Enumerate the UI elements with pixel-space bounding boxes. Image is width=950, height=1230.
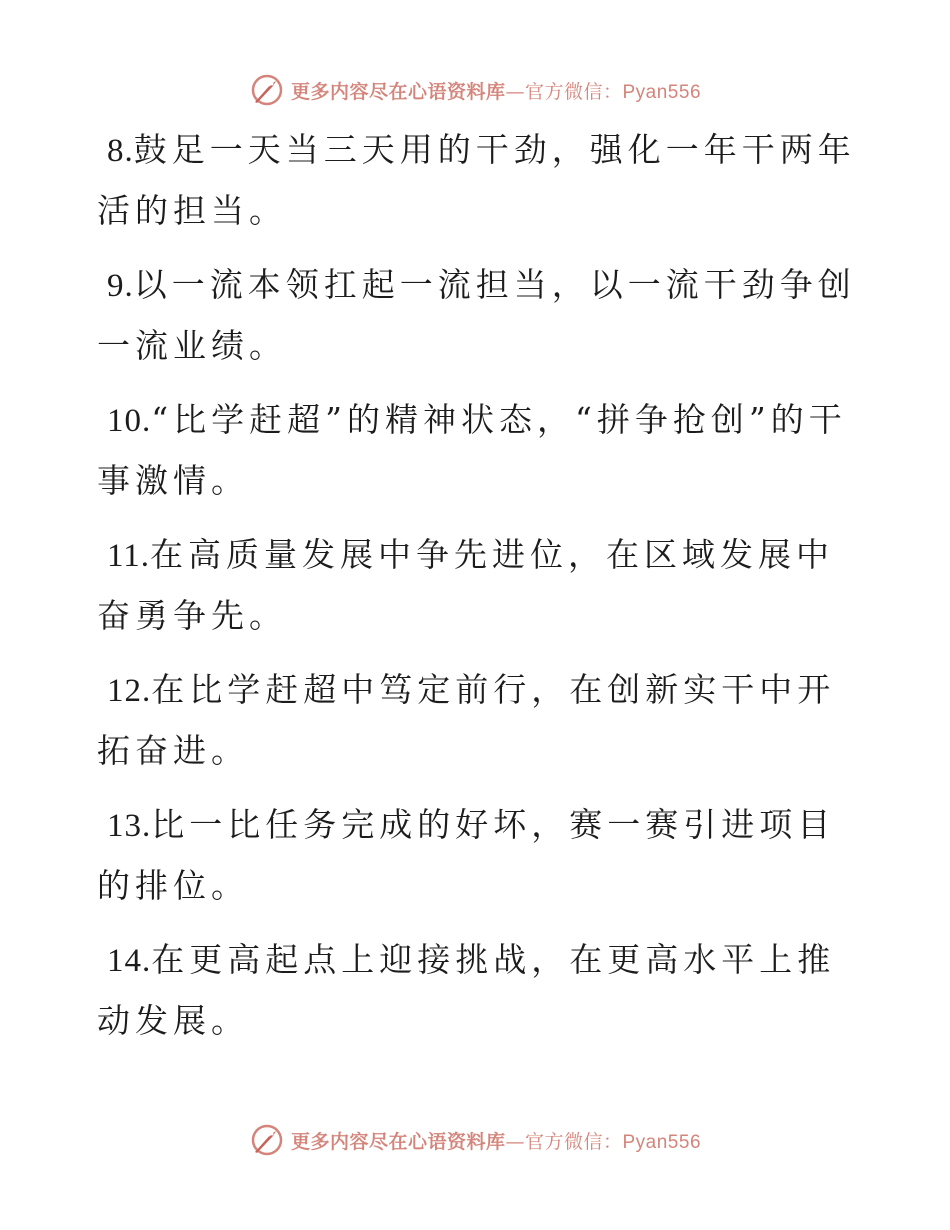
item-text: 以一流本领扛起一流担当，以一流干劲争创一流业绩。 (97, 265, 856, 365)
item-number: 13. (107, 808, 152, 844)
item-text: 比一比任务完成的好坏，赛一赛引进项目的排位。 (97, 805, 836, 905)
list-item (97, 390, 857, 510)
header-wechat-label: 官方微信： (524, 80, 623, 103)
item-text: 在比学赶超中笃定前行，在创新实干中开拓奋进。 (97, 670, 836, 770)
list-item (97, 525, 857, 645)
footer-brand-text: 更多内容尽在心语资料库 (290, 1130, 506, 1153)
item-number: 8. (107, 133, 134, 169)
pen-logo-icon (249, 1122, 285, 1158)
footer-banner-text (291, 1127, 701, 1154)
item-number: 9. (107, 268, 134, 304)
list-item (97, 930, 857, 1050)
list-item (97, 660, 857, 780)
document-body (97, 120, 857, 1065)
list-item (97, 795, 857, 915)
header-banner-text (291, 77, 701, 104)
item-text: 鼓足一天当三天用的干劲，强化一年干两年活的担当。 (97, 130, 856, 230)
header-wechat-handle: Pyan556 (622, 81, 702, 103)
item-number: 14. (107, 943, 152, 979)
item-number: 11. (107, 538, 151, 574)
item-number: 10. (107, 403, 152, 439)
header-brand-text: 更多内容尽在心语资料库 (290, 80, 506, 103)
header-banner (0, 70, 950, 110)
item-text: 在高质量发展中争先进位，在区域发展中奋勇争先。 (97, 535, 835, 635)
footer-dash: — (505, 1130, 525, 1153)
item-text: “比学赶超”的精神状态，“拼争抢创”的干事激情。 (97, 400, 847, 500)
footer-wechat-label: 官方微信： (524, 1130, 623, 1153)
list-item (97, 255, 857, 375)
item-text: 在更高起点上迎接挑战，在更高水平上推动发展。 (97, 940, 836, 1040)
list-item (97, 120, 857, 240)
footer-banner (0, 1120, 950, 1160)
footer-banner-inner (249, 1122, 701, 1158)
pen-logo-icon (249, 72, 285, 108)
header-dash: — (505, 80, 525, 103)
header-banner-inner (249, 72, 701, 108)
item-number: 12. (107, 673, 152, 709)
footer-wechat-handle: Pyan556 (622, 1131, 702, 1153)
